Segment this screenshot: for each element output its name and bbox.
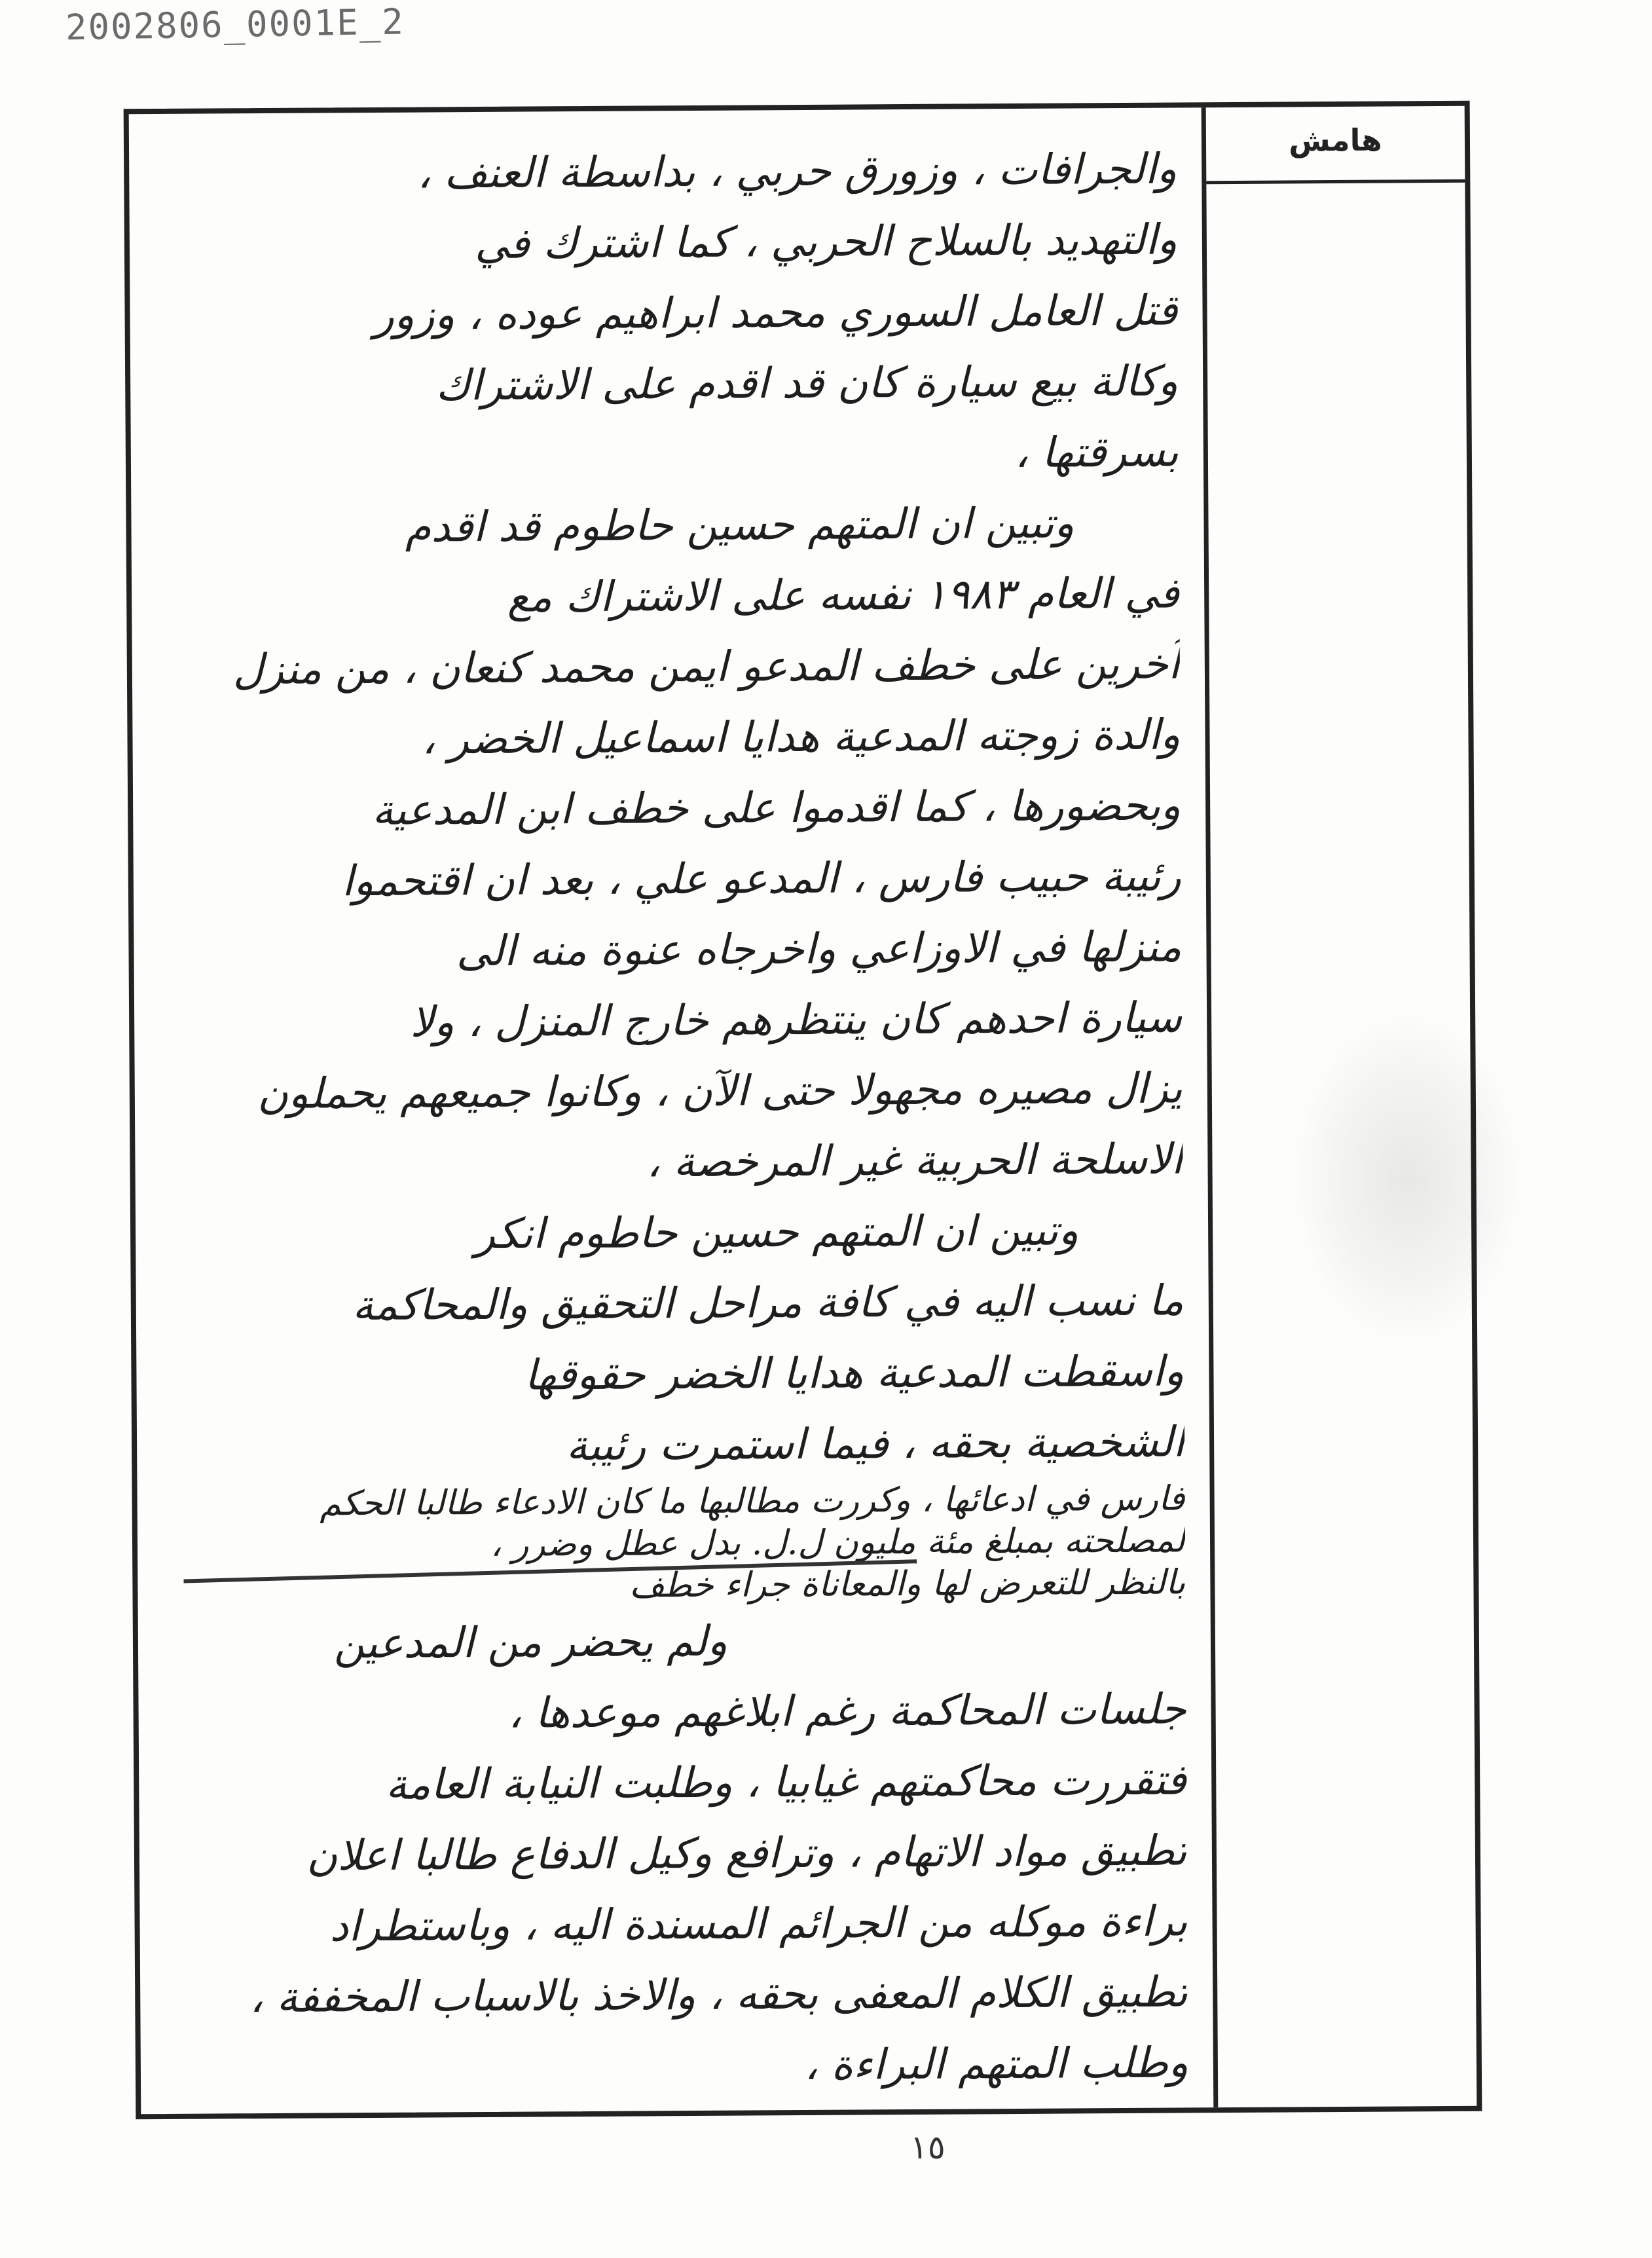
text-line: وبحضورها ، كما اقدموا على خطف ابن المدعية [372,781,1181,836]
text-line: ما نسب اليه في كافة مراحل التحقيق والمحاكمة [352,1276,1184,1331]
text-line: والدة زوجته المدعية هدايا اسماعيل الخضر ، [421,711,1181,764]
text-line: فارس في ادعائها ، وكررت مطالبها ما كان الادعاء طالبا الحكم [319,1479,1185,1524]
text-line: وكالة بيع سيارة كان قد اقدم على الاشتراك [435,357,1179,411]
text-line: وتبين ان المتهم حسين حاطوم قد اقدم [405,499,1074,552]
text-line: واسقطت المدعية هدايا الخضر حقوقها [524,1347,1184,1400]
text-line: تطبيق الكلام المعفى بحقه ، والاخذ بالاسباب المخففة ، [249,1968,1188,2023]
text-line: تطبيق مواد الاتهام ، وترافع وكيل الدفاع طالبا اعلان [306,1826,1188,1881]
text-line: والجرافات ، وزورق حربي ، بداسطة العنف ، [417,145,1177,198]
text-line: الشخصية بحقه ، فيما استمرت رئيبة [566,1418,1185,1471]
text-line: قتل العامل السوري محمد ابراهيم عوده ، وزور [373,286,1178,340]
page-number: ١٥ [910,2128,945,2166]
text-line: الاسلحة الحربية غير المرخصة ، [646,1135,1183,1187]
text-line: وتبين ان المتهم حسين حاطوم انكر [475,1206,1079,1259]
text-line: براءة موكله من الجرائم المسندة اليه ، وباستطراد [329,1897,1188,1952]
margin-column [1202,106,1477,2107]
text-line: بسرقتها ، [1014,428,1179,478]
text-line: يزال مصيره مجهولا حتى الآن ، وكانوا جميعهم يحملون [257,1064,1183,1119]
text-line: جلسات المحاكمة رغم ابلاغهم موعدها ، [507,1685,1186,1738]
margin-header: هامش [1288,122,1382,158]
text-line: آخرين على خطف المدعو ايمن محمد كنعان ، من منزل [232,640,1181,695]
text-line: والتهديد بالسلاح الحربي ، كما اشترك في [474,215,1178,269]
page-frame [124,101,1482,2120]
handwritten-body [155,134,1188,2104]
text-line: في العام ١٩٨٣ نفسه على الاشتراك مع [507,569,1180,622]
text-line: فتقررت محاكمتهم غيابيا ، وطلبت النيابة العامة [385,1756,1187,1809]
text-line: ولم يحضر من المدعين [333,1617,728,1669]
text-line: سيارة احدهم كان ينتظرهم خارج المنزل ، ولا [410,993,1183,1047]
text-line: وطلب المتهم البراءة ، [804,2039,1189,2090]
text-line: بالنظر للتعرض لها والمعاناة جراء خطف [629,1563,1186,1606]
reference-number: 2002806_0001E_2 [65,1,405,48]
margin-header-rule [1206,179,1465,184]
text-line: رئيبة حبيب فارس ، المدعو علي ، بعد ان اقتحموا [341,852,1182,906]
text-line: منزلها في الاوزاعي واخرجاه عنوة منه الى [456,923,1182,976]
text-line: لمصلحته بمبلغ مئة مليون ل.ل. بدل عطل وضرر ، [490,1521,1186,1564]
